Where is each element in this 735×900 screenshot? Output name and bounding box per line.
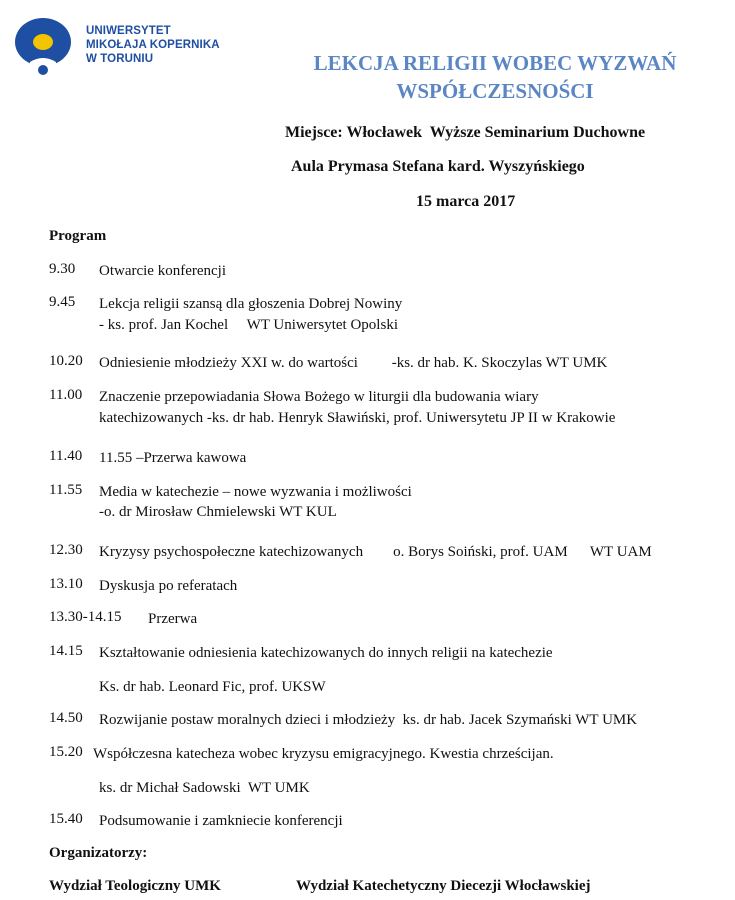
event-date: 15 marca 2017 (416, 193, 516, 210)
program-time: 13.30-14.15 (49, 609, 122, 625)
program-desc: Otwarcie konferencji (99, 263, 227, 279)
program-time: 15.20 (49, 744, 83, 760)
program-desc: Media w katechezie – nowe wyzwania i możliwości (99, 484, 412, 500)
university-name (86, 24, 220, 66)
program-heading: Program (49, 228, 107, 244)
program-time: 11.40 (49, 448, 83, 464)
title-line2: WSPÓŁCZESNOŚCI (396, 79, 594, 103)
organizer-1: Wydział Teologiczny UMK (49, 878, 221, 894)
program-desc: Znaczenie przepowiadania Słowa Bożego w liturgii dla budowania wiary (99, 389, 539, 405)
venue-hall: Aula Prymasa Stefana kard. Wyszyńskiego (291, 158, 585, 175)
program-time: 11.55 (49, 482, 83, 498)
program-desc: Współczesna katecheza wobec kryzysu emigracyjnego. Kwestia chrześcijan. (93, 746, 554, 762)
program-time: 11.00 (49, 387, 83, 403)
program-speaker: ks. dr Michał Sadowski WT UMK (99, 780, 310, 796)
university-name-line1: UNIWERSYTET (86, 25, 171, 37)
program-speaker: Ks. dr hab. Leonard Fic, prof. UKSW (99, 679, 326, 695)
university-name-line3: W TORUNIU (86, 53, 154, 65)
organizers-heading: Organizatorzy: (49, 845, 148, 861)
program-desc: Podsumowanie i zamkniecie konferencji (99, 813, 343, 829)
university-name-line2: MIKOŁAJA KOPERNIKA (86, 39, 220, 51)
program-desc: Przerwa (148, 611, 198, 627)
umk-emblem-icon (10, 18, 80, 80)
venue-place: Miejsce: Włocławek Wyższe Seminarium Duchowne (285, 124, 646, 141)
program-time: 9.45 (49, 294, 76, 310)
program-time: 10.20 (49, 353, 83, 369)
program-speaker: -o. dr Mirosław Chmielewski WT KUL (99, 504, 337, 520)
page-title (285, 49, 705, 105)
title-line1: LEKCJA RELIGII WOBEC WYZWAŃ (313, 51, 677, 75)
organizer-2: Wydział Katechetyczny Diecezji Włocławskiej (296, 878, 591, 894)
program-desc: Kształtowanie odniesienia katechizowanych do innych religii na katechezie (99, 645, 553, 661)
program-speaker: katechizowanych -ks. dr hab. Henryk Sławiński, prof. Uniwersytetu JP II w Krakowie (99, 410, 616, 426)
program-desc: Lekcja religii szansą dla głoszenia Dobrej Nowiny (99, 296, 403, 312)
program-desc: Dyskusja po referatach (99, 578, 238, 594)
program-desc: Odniesienie młodzieży XXI w. do wartości -ks. dr hab. K. Skoczylas WT UMK (99, 355, 608, 371)
program-desc: 11.55 –Przerwa kawowa (99, 450, 247, 466)
program-time: 12.30 (49, 542, 83, 558)
program-time: 14.50 (49, 710, 83, 726)
program-time: 9.30 (49, 261, 76, 277)
program-time: 14.15 (49, 643, 83, 659)
program-desc: Rozwijanie postaw moralnych dzieci i młodzieży ks. dr hab. Jacek Szymański WT UMK (99, 712, 638, 728)
program-speaker: - ks. prof. Jan Kochel WT Uniwersytet Opolski (99, 317, 398, 333)
program-time: 13.10 (49, 576, 83, 592)
program-desc: Kryzysy psychospołeczne katechizowanych o. Borys Soiński, prof. UAM WT UAM (99, 544, 652, 560)
program-time: 15.40 (49, 811, 83, 827)
university-logo (10, 18, 250, 78)
